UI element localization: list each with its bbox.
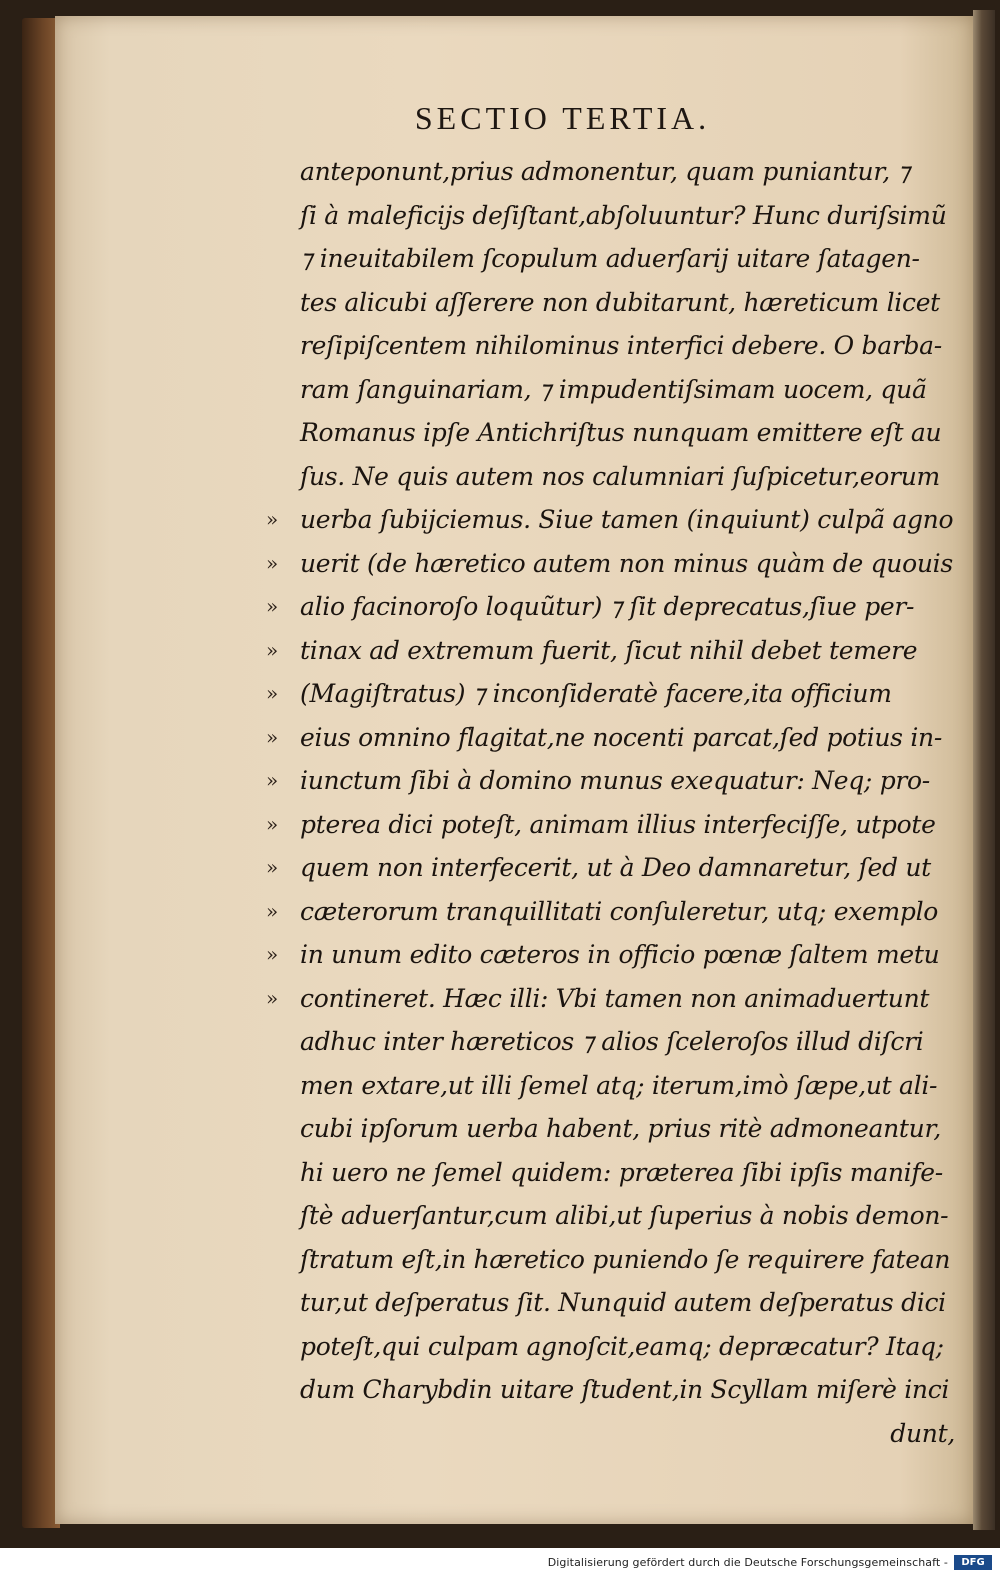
text-line — [258, 237, 973, 281]
page-heading: SECTIO TERTIA. — [414, 100, 711, 136]
quotation-mark: » — [266, 768, 278, 792]
quotation-mark: » — [266, 507, 278, 531]
text-line — [258, 1412, 973, 1456]
line-text: in unum edito cæteros in officio pœnæ ſaltem metu — [300, 940, 940, 969]
line-text: cubi ipſorum uerba habent, prius ritè admoneantur, — [300, 1114, 942, 1143]
text-line — [258, 1281, 973, 1325]
quotation-mark: » — [266, 898, 278, 923]
text-line — [258, 411, 973, 455]
text-line — [258, 585, 973, 629]
text-line — [258, 281, 973, 325]
text-line — [258, 933, 973, 977]
page-edge-right — [973, 10, 995, 1530]
quotation-mark: » — [266, 855, 278, 879]
text-line — [258, 759, 973, 803]
text-line — [258, 150, 973, 194]
footer-bar — [0, 1548, 1000, 1577]
line-text: cæterorum tranquillitati conſuleretur, utq; exemplo — [300, 896, 939, 926]
line-text: alio facinoroſo loquũtur) ⁊ ſit deprecatus,ſiue per- — [300, 592, 915, 621]
line-text: ram ſanguinariam, ⁊ impudentiſsimam uocem, quã — [300, 374, 927, 404]
quotation-mark: » — [266, 594, 278, 618]
text-line — [258, 1194, 973, 1238]
quotation-mark: » — [266, 550, 278, 575]
text-line — [258, 846, 973, 890]
line-text: hi uero ne ſemel quidem: præterea ſibi ipſis manife- — [300, 1157, 943, 1187]
text-line — [258, 498, 973, 542]
quotation-mark: » — [266, 681, 278, 705]
text-line — [258, 716, 973, 760]
line-text: ⁊ ineuitabilem ſcopulum aduerſarij uitare ſatagen- — [300, 244, 920, 273]
line-text: uerba ſubijciemus. Siue tamen (inquiunt) culpã agno — [300, 505, 954, 534]
line-text: iunctum ſibi à domino munus exequatur: Neq; pro- — [300, 766, 930, 795]
text-line — [258, 672, 973, 716]
line-text: Romanus ipſe Antichriſtus nunquam emittere eſt au — [300, 418, 942, 447]
line-text: tur,ut deſperatus ſit. Nunquid autem deſperatus dici — [300, 1288, 946, 1317]
line-text: tes alicubi aſſerere non dubitarunt, hæreticum licet — [300, 287, 940, 317]
text-line — [258, 1064, 973, 1108]
text-line — [258, 324, 973, 368]
text-line — [258, 890, 973, 934]
text-line — [258, 1368, 973, 1412]
text-line — [258, 803, 973, 847]
text-line — [258, 1020, 973, 1064]
line-text: quem non interfecerit, ut à Deo damnaretur, ſed ut — [300, 853, 931, 882]
line-text: eius omnino flagitat,ne nocenti parcat,ſed potius in- — [300, 722, 942, 752]
text-line — [258, 1107, 973, 1151]
quotation-mark: » — [266, 811, 278, 836]
line-text: anteponunt,prius admonentur, quam puniantur, ⁊ — [300, 157, 910, 186]
quotation-mark: » — [266, 637, 278, 662]
line-text: dunt, — [890, 1418, 955, 1448]
line-text: men extare,ut illi ſemel atq; iterum,imò ſæpe,ut ali- — [300, 1070, 938, 1100]
body-text — [258, 150, 973, 1455]
line-text: uerit (de hæretico autem non minus quàm de quouis — [300, 548, 953, 578]
quotation-mark: » — [266, 985, 278, 1010]
text-line — [258, 194, 973, 238]
line-text: pterea dici poteſt, animam illius interfeciſſe, utpote — [300, 809, 936, 839]
line-text: ſtratum eſt,in hæretico puniendo ſe requirere fatean — [300, 1244, 951, 1274]
line-text: ſus. Ne quis autem nos calumniari ſuſpicetur,eorum — [300, 461, 940, 491]
line-text: adhuc inter hæreticos ⁊ alios ſceleroſos illud diſcri — [300, 1027, 924, 1056]
text-line — [258, 629, 973, 673]
text-line — [258, 1151, 973, 1195]
line-text: contineret. Hæc illi: Vbi tamen non animaduertunt — [300, 983, 930, 1013]
line-text: dum Charybdin uitare ſtudent,in Scyllam miſerè inci — [300, 1375, 950, 1404]
text-line — [258, 455, 973, 499]
dfg-logo: DFG — [954, 1555, 992, 1570]
text-line — [258, 368, 973, 412]
quotation-mark: » — [266, 724, 278, 749]
line-text: ſtè aduerſantur,cum alibi,ut ſuperius à nobis demon- — [300, 1201, 949, 1230]
text-line — [258, 1238, 973, 1282]
line-text: poteſt,qui culpam agnoſcit,eamq; depræcatur? Itaq; — [300, 1331, 944, 1361]
quotation-mark: » — [266, 942, 278, 966]
line-text: tinax ad extremum fuerit, ſicut nihil debet temere — [300, 635, 918, 665]
line-text: reſipiſcentem nihilominus interfici debere. O barba- — [300, 331, 942, 360]
line-text: ſi à maleficijs deſiſtant,abſoluuntur? Hunc duriſsimũ — [300, 200, 947, 230]
text-line — [258, 542, 973, 586]
text-line — [258, 1325, 973, 1369]
text-line — [258, 977, 973, 1021]
footer-credit: Digitalisierung gefördert durch die Deutsche Forschungsgemeinschaft - — [547, 1556, 948, 1569]
line-text: (Magiſtratus) ⁊ inconſideratè facere,ita officium — [300, 679, 892, 708]
